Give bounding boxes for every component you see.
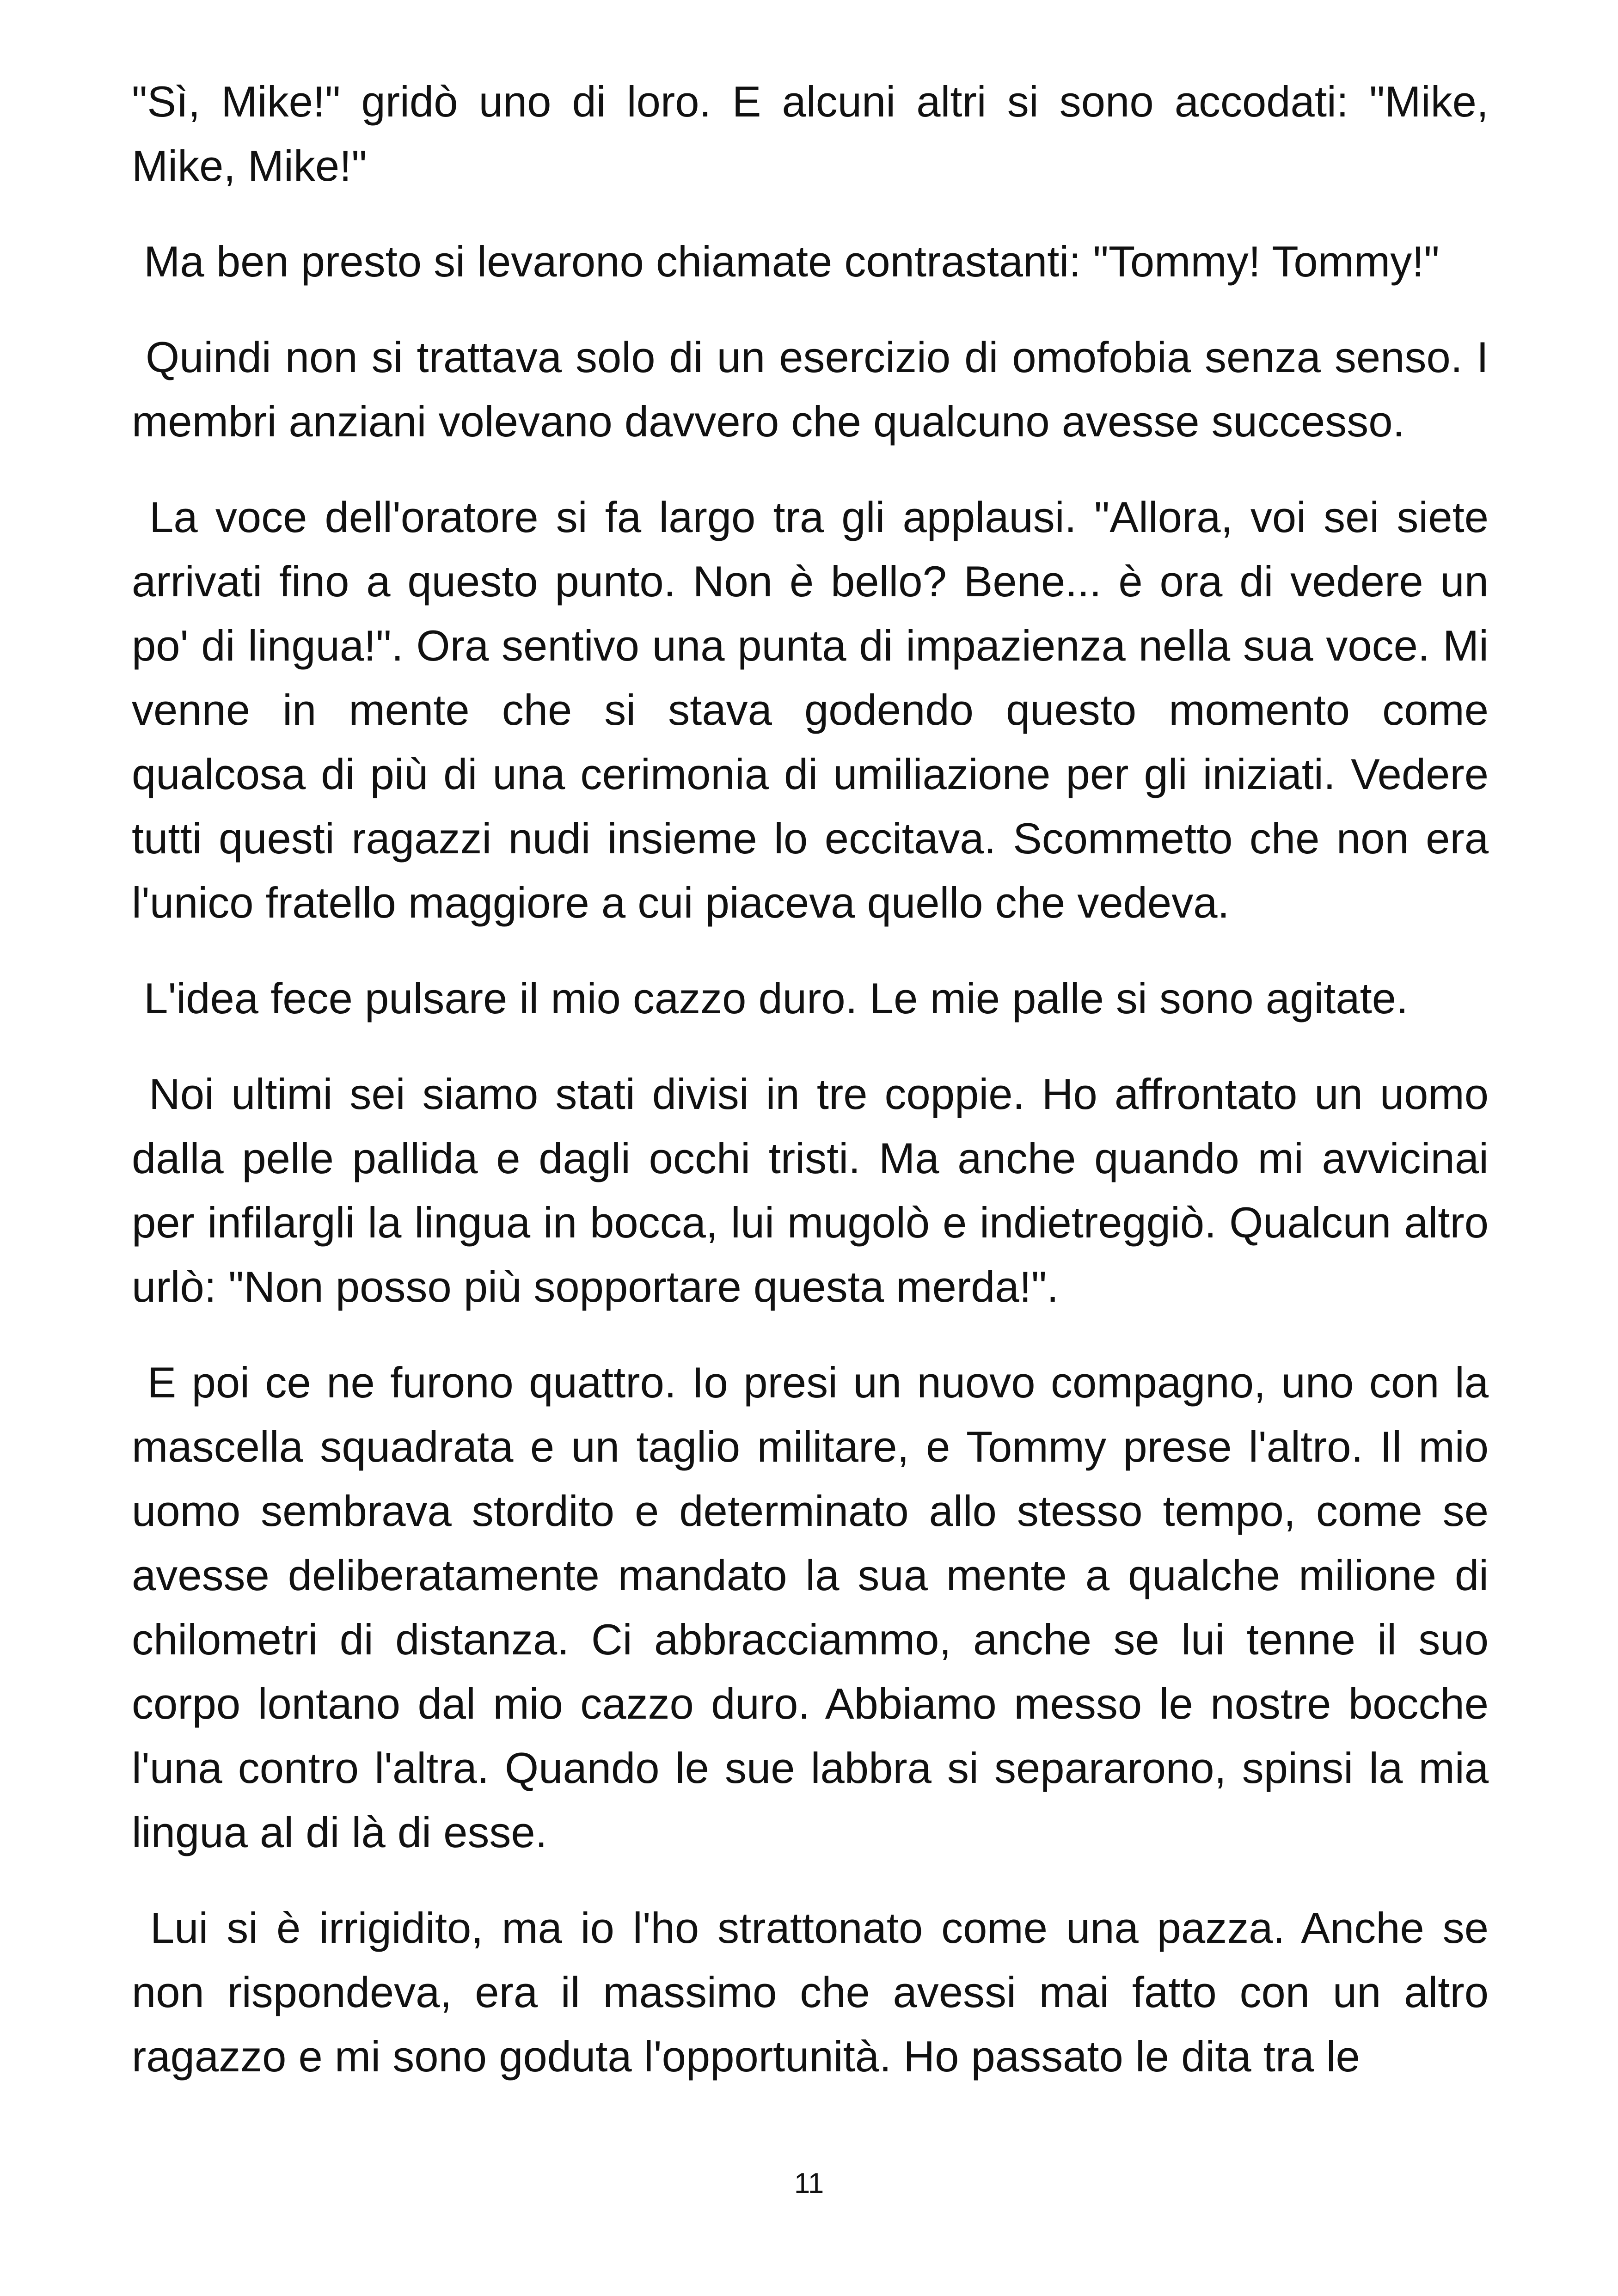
paragraph: Ma ben presto si levarono chiamate contrastanti: "Tommy! Tommy!" — [132, 237, 1440, 286]
page-number: 11 — [794, 2167, 824, 2199]
paragraph: Quindi non si trattava solo di un esercizio di omofobia senza senso. I membri anziani volevano davvero che qualcuno avesse successo. — [132, 333, 1501, 446]
paragraph: Lui si è irrigidito, ma io l'ho strattonato come una pazza. Anche se non rispondeva, era il massimo che avessi mai fatto con un altro ragazzo e mi sono goduta l'opportunità. Ho passato le dita tra le — [132, 1904, 1501, 2081]
body-text — [132, 69, 1501, 2120]
paragraph: "Sì, Mike!" gridò uno di loro. E alcuni altri si sono accodati: "Mike, Mike, Mike!" — [132, 77, 1501, 190]
paragraph: L'idea fece pulsare il mio cazzo duro. Le mie palle si sono agitate. — [132, 974, 1409, 1022]
paragraph: La voce dell'oratore si fa largo tra gli applausi. "Allora, voi sei siete arrivati fino a questo punto. Non è bello? Bene... è ora di vedere un po' di lingua!". Ora sentivo una punta di impazienza nella sua voce. Mi venne in mente che si stava godendo questo momento come qualcosa di più di una cerimonia di umiliazione per gli iniziati. Vedere tutti questi ragazzi nudi insieme lo eccitava. Scommetto che non era l'unico fratello maggiore a cui piaceva quello che vedeva. — [132, 493, 1501, 927]
paragraph: Noi ultimi sei siamo stati divisi in tre coppie. Ho affrontato un uomo dalla pelle pallida e dagli occhi tristi. Ma anche quando mi avvicinai per infilargli la lingua in bocca, lui mugolò e indietreggiò. Qualcun altro urlò: "Non posso più sopportare questa merda!". — [132, 1070, 1501, 1311]
paragraph: E poi ce ne furono quattro. Io presi un nuovo compagno, uno con la mascella squadrata e un taglio militare, e Tommy prese l'altro. Il mio uomo sembrava stordito e determinato allo stesso tempo, come se avesse deliberatamente mandato la sua mente a qualche milione di chilometri di distanza. Ci abbracciammo, anche se lui tenne il suo corpo lontano dal mio cazzo duro. Abbiamo messo le nostre bocche l'una contro l'altra. Quando le sue labbra si separarono, spinsi la mia lingua al di là di esse. — [132, 1358, 1501, 1856]
